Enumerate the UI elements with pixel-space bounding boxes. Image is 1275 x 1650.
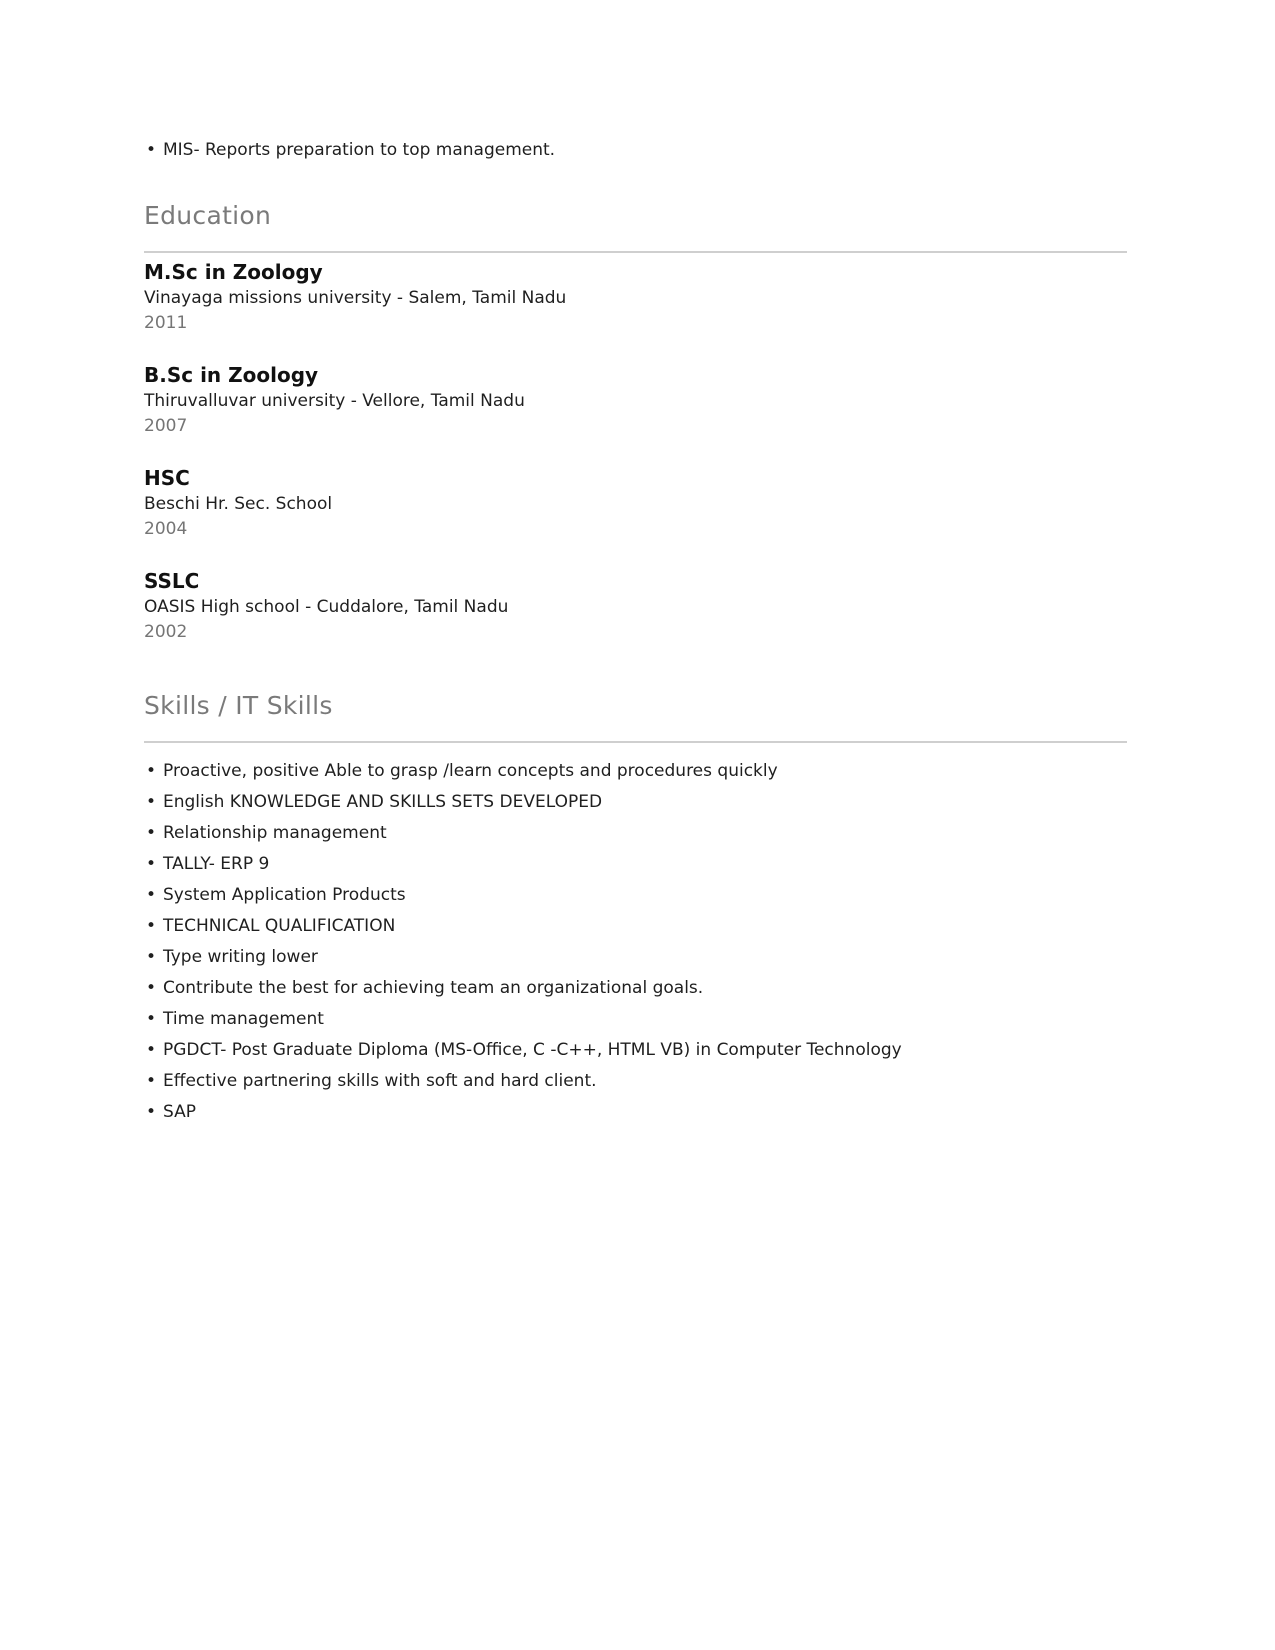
school-name: Vinayaga missions university - Salem, Tamil Nadu	[144, 288, 567, 308]
school-name: OASIS High school - Cuddalore, Tamil Nadu	[144, 597, 509, 617]
skill-item: • Type writing lower	[144, 947, 1127, 967]
education-entry	[144, 569, 1127, 645]
graduation-year: 2002	[144, 622, 188, 642]
skill-item: • English KNOWLEDGE AND SKILLS SETS DEVELOPED	[144, 792, 1127, 812]
skill-item: • TECHNICAL QUALIFICATION	[144, 916, 1127, 936]
skills-section	[144, 691, 1127, 1122]
skill-item: • System Application Products	[144, 885, 1127, 905]
school-name: Beschi Hr. Sec. School	[144, 494, 333, 514]
intro-bullet-list	[144, 140, 1127, 160]
skill-item: • TALLY- ERP 9	[144, 854, 1127, 874]
intro-section	[144, 140, 1127, 160]
degree-title: B.Sc in Zoology	[144, 363, 319, 387]
skill-item: • Relationship management	[144, 823, 1127, 843]
education-entry	[144, 466, 1127, 542]
skill-item: • PGDCT- Post Graduate Diploma (MS-Office, C -C++, HTML VB) in Computer Technology	[144, 1040, 1127, 1060]
degree-title: M.Sc in Zoology	[144, 260, 323, 284]
education-entry	[144, 260, 1127, 336]
school-name: Thiruvalluvar university - Vellore, Tamil Nadu	[144, 391, 525, 411]
degree-title: HSC	[144, 466, 190, 490]
skill-item: • Effective partnering skills with soft and hard client.	[144, 1071, 1127, 1091]
education-section-heading: Education	[144, 201, 1127, 253]
list-item: • MIS- Reports preparation to top management.	[144, 140, 1127, 160]
education-section	[144, 201, 1127, 645]
education-entry	[144, 363, 1127, 439]
skills-section-heading: Skills / IT Skills	[144, 691, 1127, 743]
skill-item: • SAP	[144, 1102, 1127, 1122]
skill-item: • Time management	[144, 1009, 1127, 1029]
education-entries	[144, 253, 1127, 645]
graduation-year: 2007	[144, 416, 188, 436]
graduation-year: 2004	[144, 519, 188, 539]
degree-title: SSLC	[144, 569, 200, 593]
graduation-year: 2011	[144, 313, 188, 333]
skills-list	[144, 743, 1127, 1122]
skill-item: • Contribute the best for achieving team an organizational goals.	[144, 978, 1127, 998]
skill-item: • Proactive, positive Able to grasp /learn concepts and procedures quickly	[144, 761, 1127, 781]
